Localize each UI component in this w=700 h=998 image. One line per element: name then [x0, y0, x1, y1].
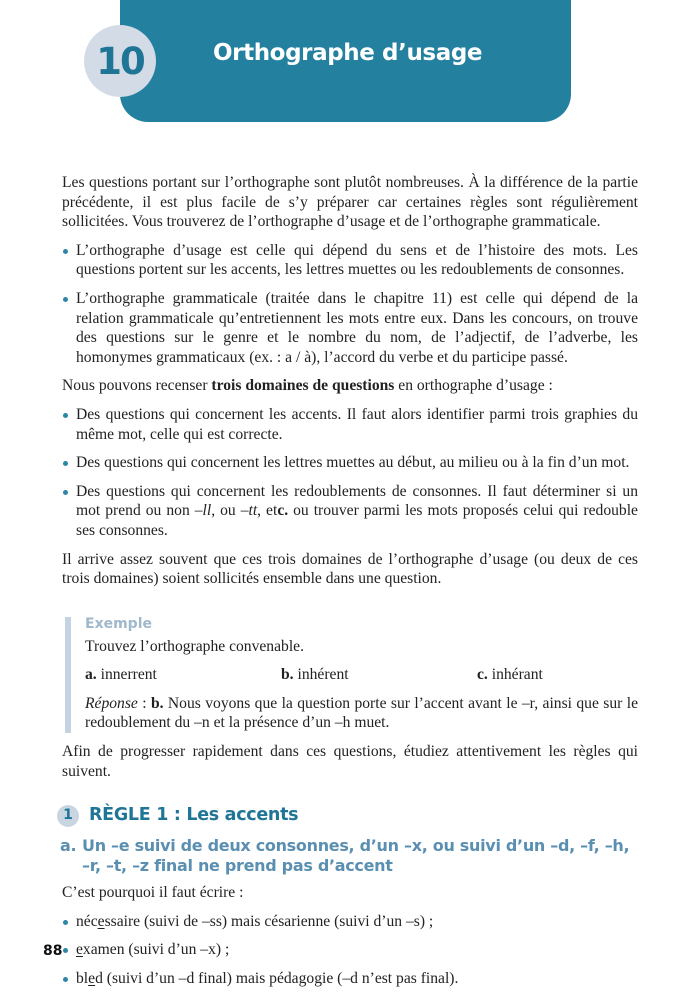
- rule-title: RÈGLE 1 : Les accents: [89, 805, 299, 826]
- emphasis-text: trois domaines de questions: [211, 377, 395, 395]
- example-choices: [85, 665, 638, 685]
- rule-heading: [57, 805, 638, 827]
- list-item: bled (suivi d’un –d final) mais pédagogie (–d n’est pas final).: [62, 969, 638, 989]
- bullet-icon: [63, 461, 68, 466]
- list-item: L’orthographe d’usage est celle qui dépend du sens et de l’histoire des mots. Les questions portent sur les accents, les lettres muettes ou les redoublements de consonnes.: [62, 241, 638, 280]
- subheading-text: Un –e suivi de deux consonnes, d’un –x, ou suivi d’un –d, –f, –h, –r, –t, –z final ne prend pas d’accent: [82, 836, 630, 876]
- rule-subheading: [60, 836, 638, 876]
- domains-bullet-list: [62, 405, 638, 541]
- choice-c: c. inhérant: [477, 666, 543, 684]
- bullet-icon: [63, 977, 68, 982]
- underlined-letter: e: [76, 941, 83, 959]
- choice-b: b. inhérent: [281, 666, 349, 684]
- rule-lead: C’est pourquoi il faut écrire :: [62, 884, 244, 902]
- bullet-icon: [63, 297, 68, 302]
- example-prompt: Trouvez l’orthographe convenable.: [85, 637, 304, 655]
- page-number: 88: [43, 943, 63, 959]
- list-item: nécessaire (suivi de –ss) mais césarienne (suivi d’un –s) ;: [62, 912, 638, 932]
- list-item: examen (suivi d’un –x) ;: [62, 940, 638, 960]
- domains-closing: Il arrive assez souvent que ces trois domaines de l’orthographe d’usage (ou deux de ces trois domaines) soient sollicités ensemble dans une question.: [62, 550, 638, 588]
- bullet-icon: [63, 920, 68, 925]
- rule-examples-list: [62, 912, 638, 989]
- bullet-icon: [63, 490, 68, 495]
- chapter-number-badge: [84, 25, 156, 97]
- chapter-title: Orthographe d’usage: [213, 40, 483, 66]
- underlined-letter: e: [97, 912, 105, 930]
- page-content: [62, 173, 638, 998]
- list-item: Des questions qui concernent les lettres muettes au début, au milieu ou à la fin d’un mot.: [62, 453, 638, 473]
- bullet-icon: [63, 948, 68, 953]
- choice-a: a. innerrent: [85, 666, 157, 684]
- intro-bullet-list: [62, 241, 638, 368]
- underlined-letter: e: [88, 970, 96, 988]
- chapter-number: 10: [96, 39, 144, 83]
- intro-paragraph: Les questions portant sur l’orthographe sont plutôt nombreuses. À la différence de la partie précédente, il est plus facile de s’y préparer car certaines règles sont régulièrement sollicitées. Vous trouverez de l’orthographe d’usage et de l’orthographe grammaticale.: [62, 174, 638, 231]
- example-label: Exemple: [85, 615, 152, 632]
- list-item: Des questions qui concernent les redoublements de consonnes. Il faut déterminer si un mot prend ou non –ll, ou –tt, etc. ou trouver parmi les mots proposés celui qui redouble ses consonnes.: [62, 482, 638, 541]
- subheading-letter: a.: [60, 836, 77, 856]
- domains-lead: Nous pouvons recenser trois domaines de questions en orthographe d’usage :: [62, 377, 553, 395]
- rule-number-badge: 1: [57, 805, 79, 827]
- example-box: [65, 615, 638, 733]
- bullet-icon: [63, 413, 68, 418]
- bullet-icon: [63, 249, 68, 254]
- example-answer: Réponse : b. Nous voyons que la question porte sur l’accent avant le –r, ainsi que sur le redoublement du –n et la présence d’un –h muet.: [85, 694, 638, 732]
- example-side-bar: [65, 617, 71, 733]
- transition-paragraph: Afin de progresser rapidement dans ces questions, étudiez attentivement les règles qui suivent.: [62, 743, 638, 780]
- list-item: Des questions qui concernent les accents. Il faut alors identifier parmi trois graphies du même mot, celle qui est correcte.: [62, 405, 638, 444]
- list-item: L’orthographe grammaticale (traitée dans le chapitre 11) est celle qui dépend de la relation grammaticale qu’entretiennent les mots entre eux. Dans les concours, on trouve des questions sur le genre et le nombre du nom, de l’adjectif, de l’adverbe, les homonymes grammaticaux (ex. : a / à), l’accord du verbe et du participe passé.: [62, 289, 638, 367]
